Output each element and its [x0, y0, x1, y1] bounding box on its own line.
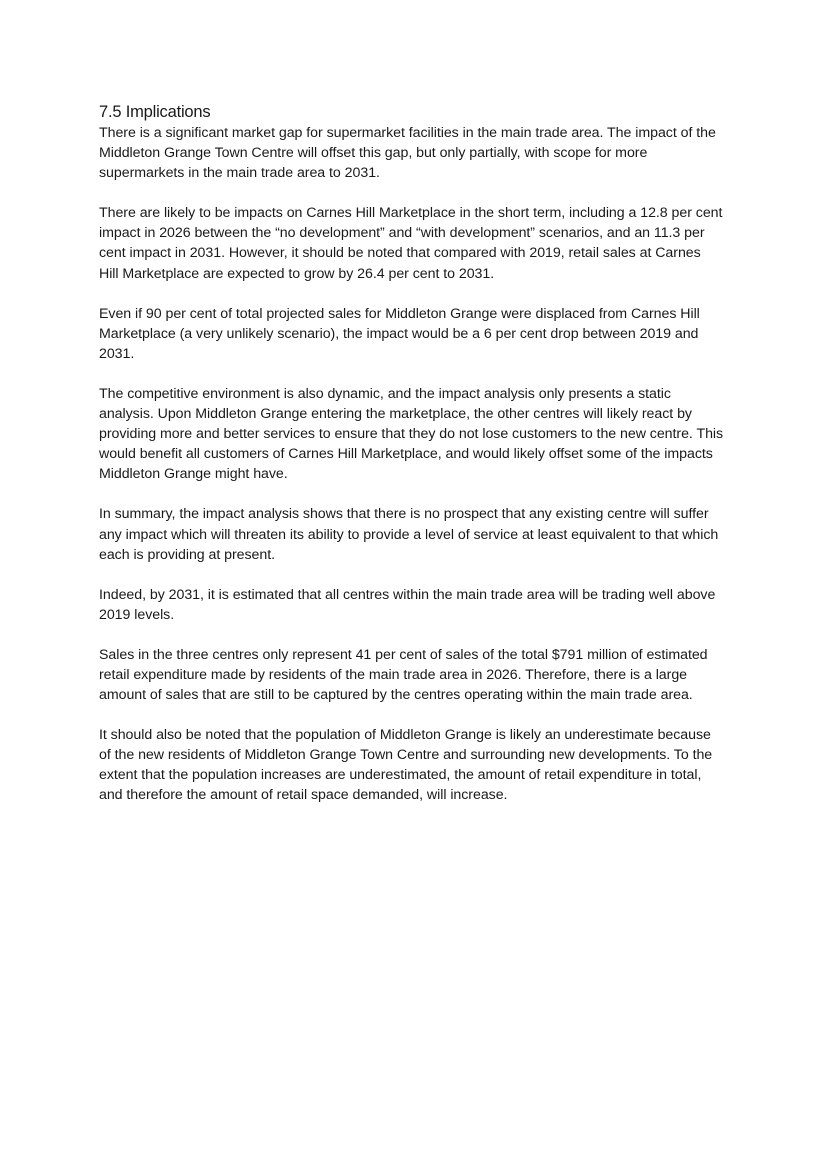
paragraph-carnes-hill-impacts: There are likely to be impacts on Carnes Hill Marketplace in the short term, including a 12.8 per cent impact in 2026 between the “no development” and “with development” scenarios, and an 11.3 per cent impact in 2031. However, it should be noted that compared with 2019, retail sales at Carnes Hill Marketplace are expected to grow by 26.4 per cent to 2031. — [99, 205, 723, 282]
paragraph-population-underestimate: It should also be noted that the population of Middleton Grange is likely an underestimate because of the new residents of Middleton Grange Town Centre and surrounding new developments. To the extent that the population increases are underestimated, the amount of retail expenditure in total, and therefore the amount of retail space demanded, will increase. — [99, 727, 713, 804]
paragraph-2031-trading: Indeed, by 2031, it is estimated that all centres within the main trade area will be trading well above 2019 levels. — [99, 586, 716, 623]
paragraph-sales-share: Sales in the three centres only represent 41 per cent of sales of the total $791 million of estimated retail expenditure made by residents of the main trade area in 2026. Therefore, there is a large amount of sales that are still to be captured by the centres operating within the main trade area. — [99, 646, 708, 704]
paragraph-displacement-scenario: Even if 90 per cent of total projected sales for Middleton Grange were displaced from Carnes Hill Marketplace (a very unlikely scenario), the impact would be a 6 per cent drop between 2019 and 2031. — [99, 305, 700, 362]
paragraph-market-gap: There is a significant market gap for supermarket facilities in the main trade area. The impact of the Middleton Grange Town Centre will offset this gap, but only partially, with scope for more supermarkets in the main trade area to 2031. — [99, 125, 716, 182]
paragraph-summary: In summary, the impact analysis shows that there is no prospect that any existing centre will suffer any impact which will threaten its ability to provide a level of service at least equivalent to that which each is providing at present. — [99, 506, 719, 563]
section-heading: 7.5 Implications — [99, 103, 211, 121]
document-body — [99, 101, 724, 826]
paragraph-competitive-environment: The competitive environment is also dynamic, and the impact analysis only presents a static analysis. Upon Middleton Grange entering the marketplace, the other centres will likely react by providing more and better services to ensure that they do not lose customers to the new centre. This would benefit all customers of Carnes Hill Marketplace, and would likely offset some of the impacts Middleton Grange might have. — [99, 385, 724, 483]
